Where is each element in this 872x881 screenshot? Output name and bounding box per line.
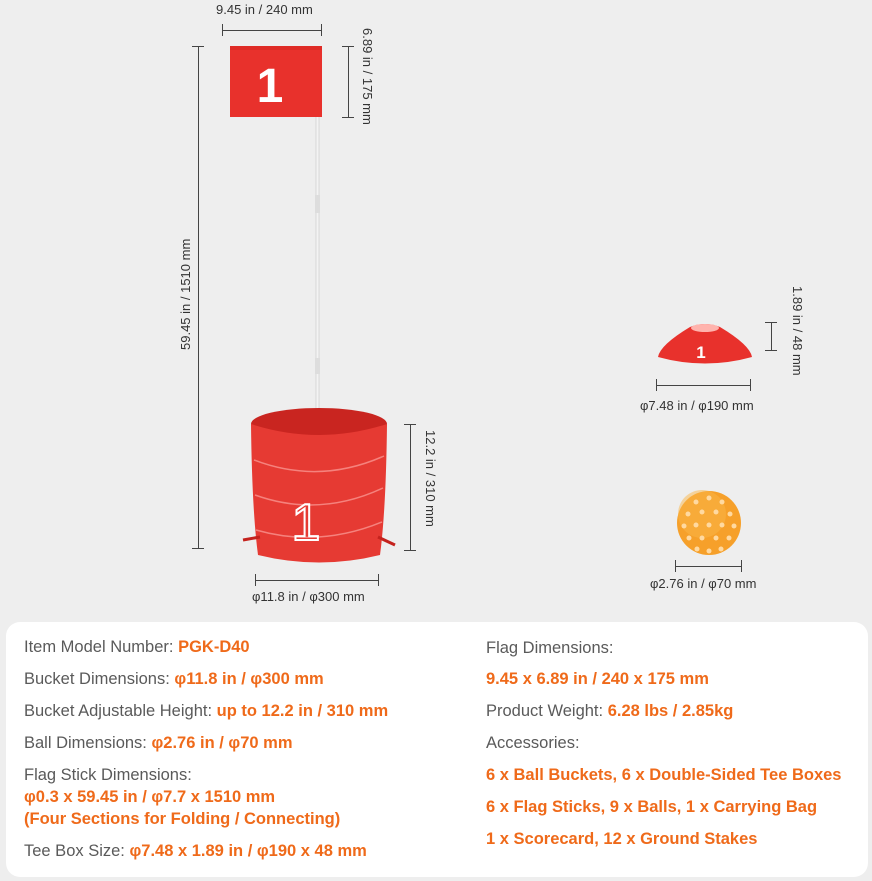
bucket-diameter-line <box>255 580 379 581</box>
bucket-diameter-tick-left <box>255 574 256 586</box>
spec-ball-dimensions-label: Ball Dimensions: <box>24 734 147 752</box>
spec-accessories-line-3: 1 x Scorecard, 12 x Ground Stakes <box>486 830 758 848</box>
spec-ball-dimensions <box>24 734 292 753</box>
spec-ball-dimensions-value: φ2.76 in / φ70 mm <box>151 734 293 752</box>
bucket-height-line <box>410 424 411 551</box>
cone-height-tick-top <box>765 322 777 323</box>
spec-flag-stick-label: Flag Stick Dimensions: <box>24 766 192 784</box>
bucket-diameter-tick-right <box>378 574 379 586</box>
spec-bucket-height <box>24 702 388 721</box>
flag-height-label: 6.89 in / 175 mm <box>360 28 375 125</box>
cone-height-label: 1.89 in / 48 mm <box>790 286 805 376</box>
flag-width-line <box>222 30 322 31</box>
stick-joint-2 <box>315 358 320 374</box>
flag-number: 1 <box>256 60 284 113</box>
spec-bucket-dimensions <box>24 670 324 689</box>
spec-bucket-height-label: Bucket Adjustable Height: <box>24 702 213 720</box>
spec-bucket-height-value: up to 12.2 in / 310 mm <box>216 702 389 720</box>
bucket-diameter-label: φ11.8 in / φ300 mm <box>252 589 365 604</box>
cone-height-line <box>771 322 772 351</box>
flag-width-label: 9.45 in / 240 mm <box>216 2 313 17</box>
flag-bucket-graphic <box>230 40 410 580</box>
spec-flag-dimensions-value: 9.45 x 6.89 in / 240 x 175 mm <box>486 670 709 688</box>
ball-diameter-line <box>675 566 742 567</box>
tee-cone-graphic <box>650 315 760 370</box>
spec-accessories-line-1: 6 x Ball Buckets, 6 x Double-Sided Tee Boxes <box>486 766 842 784</box>
cone-diameter-tick-right <box>750 379 751 391</box>
spec-card <box>6 622 868 877</box>
spec-weight <box>486 702 733 721</box>
stick-height-line <box>198 46 199 549</box>
tee-cone-top <box>691 324 719 332</box>
spec-accessories-label: Accessories: <box>486 734 580 752</box>
flag-stick <box>316 110 319 450</box>
stick-height-tick-bottom <box>192 548 204 549</box>
spec-bucket-dimensions-label: Bucket Dimensions: <box>24 670 170 688</box>
cone-diameter-line <box>656 385 751 386</box>
spec-flag-dimensions-label: Flag Dimensions: <box>486 639 614 657</box>
ball-graphic <box>674 488 744 558</box>
bucket-number: 1 <box>291 494 321 552</box>
cone-diameter-label: φ7.48 in / φ190 mm <box>640 398 754 413</box>
spec-item-model-value: PGK-D40 <box>178 638 250 656</box>
stick-height-tick-top <box>192 46 204 47</box>
tee-cone-number: 1 <box>696 343 706 362</box>
bucket-height-tick-top <box>404 424 416 425</box>
spec-flag-stick-value: φ0.3 x 59.45 in / φ7.7 x 1510 mm <box>24 788 276 806</box>
spec-weight-value: 6.28 lbs / 2.85kg <box>607 702 734 720</box>
cone-diameter-tick-left <box>656 379 657 391</box>
bucket-height-label: 12.2 in / 310 mm <box>423 430 438 527</box>
spec-tee-box <box>24 842 367 861</box>
flag-width-tick-left <box>222 24 223 36</box>
bucket-height-tick-bottom <box>404 550 416 551</box>
cone-height-tick-bottom <box>765 350 777 351</box>
stick-joint <box>315 195 320 213</box>
flag-width-tick-right <box>321 24 322 36</box>
spec-tee-box-value: φ7.48 x 1.89 in / φ190 x 48 mm <box>129 842 367 860</box>
ball-diameter-tick-right <box>741 560 742 572</box>
spec-accessories-line-2: 6 x Flag Sticks, 9 x Balls, 1 x Carrying Bag <box>486 798 818 816</box>
stick-height-label: 59.45 in / 1510 mm <box>178 238 193 350</box>
spec-item-model <box>24 638 250 657</box>
spec-weight-label: Product Weight: <box>486 702 604 720</box>
ball-diameter-tick-left <box>675 560 676 572</box>
ball-diameter-label: φ2.76 in / φ70 mm <box>650 576 757 591</box>
spec-bucket-dimensions-value: φ11.8 in / φ300 mm <box>174 670 324 688</box>
spec-tee-box-label: Tee Box Size: <box>24 842 125 860</box>
spec-item-model-label: Item Model Number: <box>24 638 174 656</box>
spec-flag-stick-note: (Four Sections for Folding / Connecting) <box>24 810 341 828</box>
